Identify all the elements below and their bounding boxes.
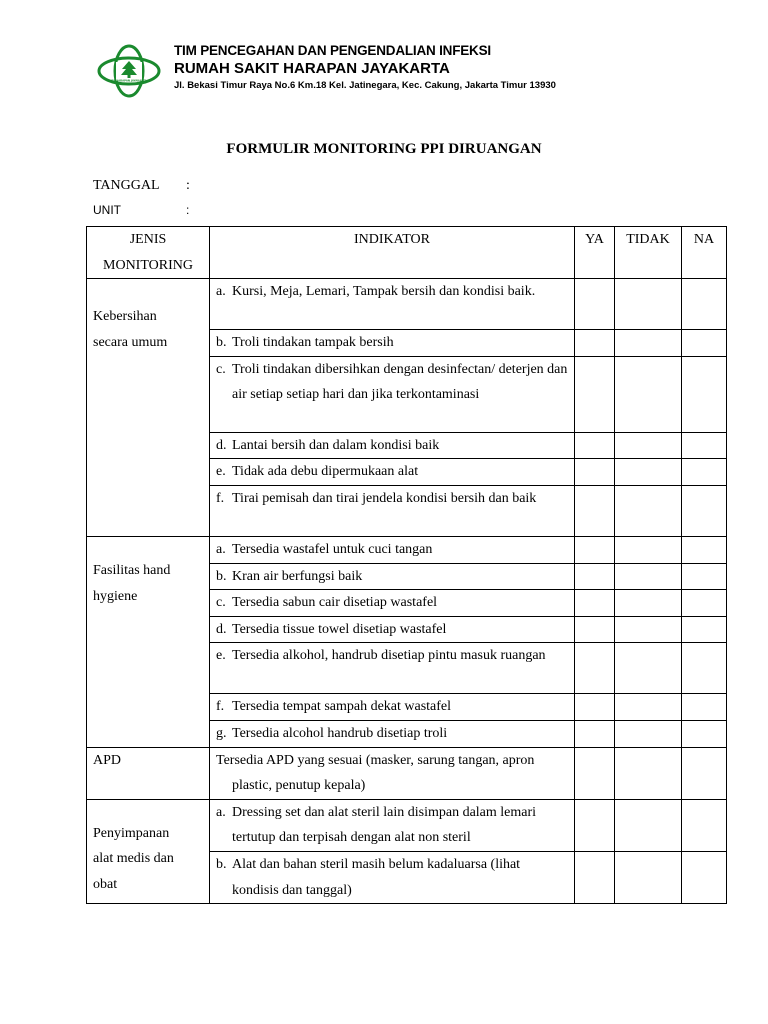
na-checkbox-cell[interactable] — [682, 356, 727, 432]
tidak-checkbox-cell[interactable] — [615, 279, 682, 330]
tidak-checkbox-cell[interactable] — [615, 536, 682, 563]
tidak-checkbox-cell[interactable] — [615, 747, 682, 799]
na-checkbox-cell[interactable] — [682, 747, 727, 799]
tidak-checkbox-cell[interactable] — [615, 356, 682, 432]
ya-checkbox-cell[interactable] — [575, 799, 615, 851]
indicator-cell: e. Tidak ada debu dipermukaan alat — [210, 459, 575, 486]
table-row — [87, 279, 727, 330]
na-checkbox-cell[interactable] — [682, 563, 727, 590]
unit-label: UNIT — [93, 203, 121, 217]
na-checkbox-cell[interactable] — [682, 279, 727, 330]
monitoring-table — [86, 226, 727, 904]
indicator-cell: b. Troli tindakan tampak bersih — [210, 330, 575, 357]
indicator-cell: d. Tersedia tissue towel disetiap wastafel — [210, 616, 575, 643]
ya-checkbox-cell[interactable] — [575, 747, 615, 799]
na-checkbox-cell[interactable] — [682, 643, 727, 694]
tidak-checkbox-cell[interactable] — [615, 643, 682, 694]
tidak-checkbox-cell[interactable] — [615, 694, 682, 721]
logo-text: RS HARAPAN JAYAKARTA — [111, 79, 147, 83]
ya-checkbox-cell[interactable] — [575, 356, 615, 432]
hospital-name: RUMAH SAKIT HARAPAN JAYAKARTA — [174, 60, 450, 77]
indicator-cell: e. Tersedia alkohol, handrub disetiap pintu masuk ruangan — [210, 643, 575, 694]
ya-checkbox-cell[interactable] — [575, 616, 615, 643]
tidak-checkbox-cell[interactable] — [615, 851, 682, 903]
ya-checkbox-cell[interactable] — [575, 485, 615, 536]
hospital-logo-icon — [96, 43, 162, 99]
ya-checkbox-cell[interactable] — [575, 536, 615, 563]
indicator-cell: a. Tersedia wastafel untuk cuci tangan — [210, 536, 575, 563]
tanggal-label: TANGGAL — [93, 178, 160, 193]
na-checkbox-cell[interactable] — [682, 432, 727, 459]
na-checkbox-cell[interactable] — [682, 536, 727, 563]
tidak-checkbox-cell[interactable] — [615, 563, 682, 590]
ya-checkbox-cell[interactable] — [575, 720, 615, 747]
tidak-checkbox-cell[interactable] — [615, 459, 682, 486]
unit-colon: : — [186, 203, 190, 217]
category-hand-hygiene: Fasilitas hand hygiene — [87, 536, 210, 747]
indicator-cell: d. Lantai bersih dan dalam kondisi baik — [210, 432, 575, 459]
tidak-checkbox-cell[interactable] — [615, 330, 682, 357]
indicator-cell: b. Alat dan bahan steril masih belum kadaluarsa (lihat kondisis dan tanggal) — [210, 851, 575, 903]
form-title: FORMULIR MONITORING PPI DIRUANGAN — [226, 141, 542, 157]
table-row — [87, 799, 727, 851]
table-row — [87, 536, 727, 563]
indicator-cell: f. Tirai pemisah dan tirai jendela kondisi bersih dan baik — [210, 485, 575, 536]
ya-checkbox-cell[interactable] — [575, 459, 615, 486]
na-checkbox-cell[interactable] — [682, 720, 727, 747]
tanggal-field — [93, 178, 190, 194]
ya-checkbox-cell[interactable] — [575, 330, 615, 357]
na-checkbox-cell[interactable] — [682, 590, 727, 617]
indicator-cell: f. Tersedia tempat sampah dekat wastafel — [210, 694, 575, 721]
header-indikator: INDIKATOR — [210, 227, 575, 279]
ya-checkbox-cell[interactable] — [575, 432, 615, 459]
tidak-checkbox-cell[interactable] — [615, 485, 682, 536]
letterhead — [96, 40, 736, 100]
hospital-address: Jl. Bekasi Timur Raya No.6 Km.18 Kel. Jatinegara, Kec. Cakung, Jakarta Timur 13930 — [174, 80, 556, 91]
na-checkbox-cell[interactable] — [682, 851, 727, 903]
ya-checkbox-cell[interactable] — [575, 563, 615, 590]
tidak-checkbox-cell[interactable] — [615, 616, 682, 643]
indicator-cell: g. Tersedia alcohol handrub disetiap troli — [210, 720, 575, 747]
indicator-cell: b. Kran air berfungsi baik — [210, 563, 575, 590]
na-checkbox-cell[interactable] — [682, 799, 727, 851]
ya-checkbox-cell[interactable] — [575, 643, 615, 694]
tidak-checkbox-cell[interactable] — [615, 720, 682, 747]
ya-checkbox-cell[interactable] — [575, 851, 615, 903]
unit-field — [93, 203, 189, 217]
header-tidak: TIDAK — [615, 227, 682, 279]
indicator-cell: a. Dressing set dan alat steril lain disimpan dalam lemari tertutup dan terpisah dengan alat non steril — [210, 799, 575, 851]
ya-checkbox-cell[interactable] — [575, 694, 615, 721]
table-row — [87, 747, 727, 799]
category-apd: APD — [87, 747, 210, 799]
na-checkbox-cell[interactable] — [682, 459, 727, 486]
header-jenis-monitoring: JENIS MONITORING — [87, 227, 210, 279]
indicator-cell: a. Kursi, Meja, Lemari, Tampak bersih dan kondisi baik. — [210, 279, 575, 330]
indicator-cell: c. Troli tindakan dibersihkan dengan desinfectan/ deterjen dan air setiap setiap hari dan jika terkontaminasi — [210, 356, 575, 432]
ya-checkbox-cell[interactable] — [575, 279, 615, 330]
category-penyimpanan: Penyimpanan alat medis dan obat — [87, 799, 210, 903]
na-checkbox-cell[interactable] — [682, 330, 727, 357]
ya-checkbox-cell[interactable] — [575, 590, 615, 617]
tidak-checkbox-cell[interactable] — [615, 432, 682, 459]
indicator-cell: Tersedia APD yang sesuai (masker, sarung tangan, apron plastic, penutup kepala) — [210, 747, 575, 799]
tidak-checkbox-cell[interactable] — [615, 799, 682, 851]
team-name: TIM PENCEGAHAN DAN PENGENDALIAN INFEKSI — [174, 43, 491, 58]
indicator-cell: c. Tersedia sabun cair disetiap wastafel — [210, 590, 575, 617]
header-ya: YA — [575, 227, 615, 279]
tanggal-colon: : — [186, 178, 190, 193]
na-checkbox-cell[interactable] — [682, 616, 727, 643]
na-checkbox-cell[interactable] — [682, 694, 727, 721]
header-na: NA — [682, 227, 727, 279]
category-kebersihan: Kebersihan secara umum — [87, 279, 210, 537]
na-checkbox-cell[interactable] — [682, 485, 727, 536]
tidak-checkbox-cell[interactable] — [615, 590, 682, 617]
table-header-row — [87, 227, 727, 279]
